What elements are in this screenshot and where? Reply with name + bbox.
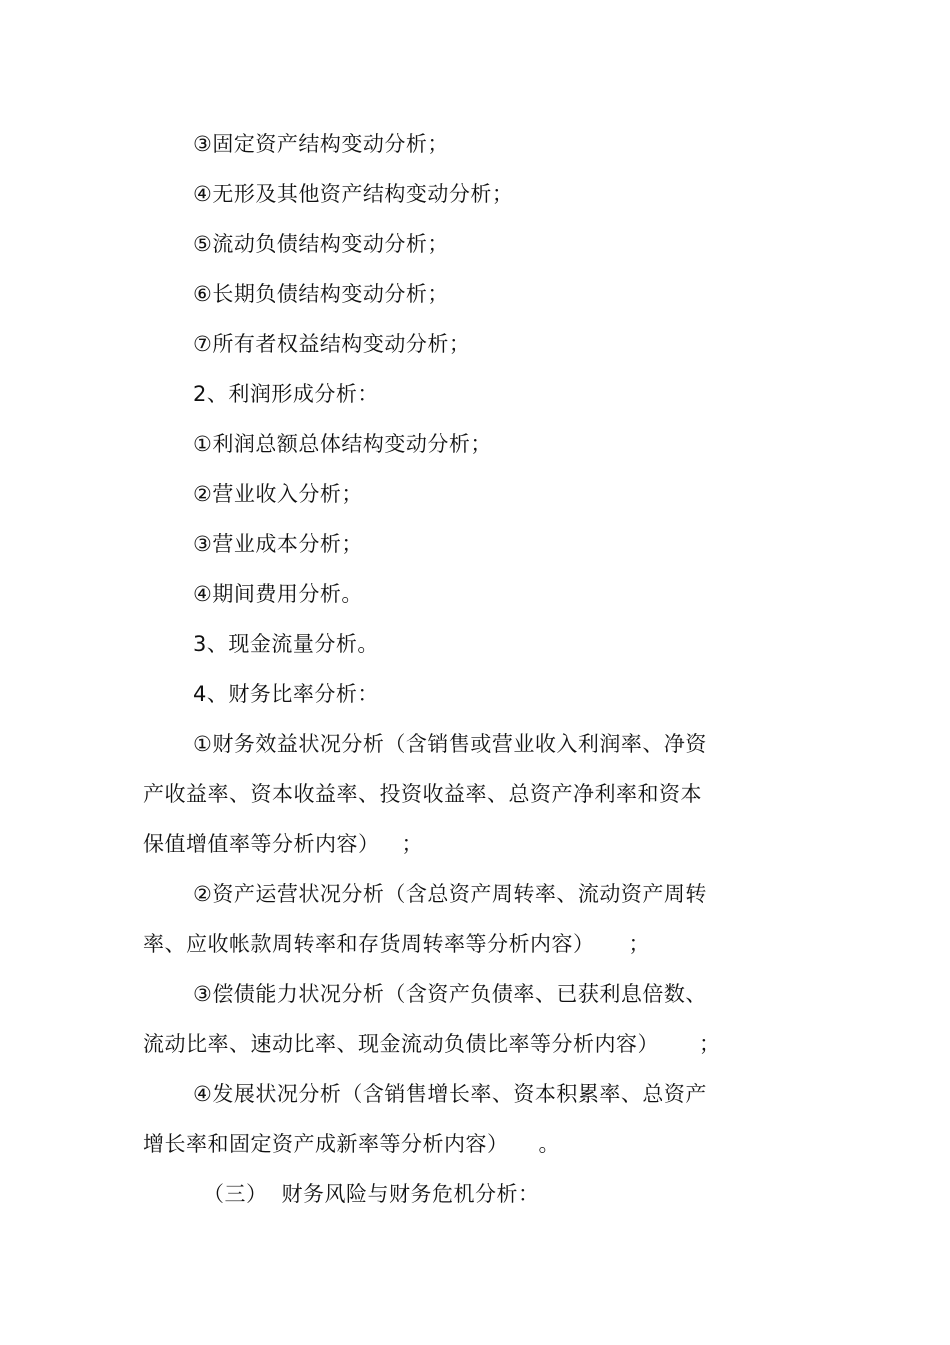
text-line: ⑦所有者权益结构变动分析；: [193, 332, 471, 356]
section-heading: 3、现金流量分析。: [193, 632, 379, 656]
paragraph-line: ②资产运营状况分析（含总资产周转率、流动资产周转: [193, 882, 707, 906]
section-heading: 4、财务比率分析：: [193, 682, 379, 706]
section-heading: 2、利润形成分析：: [193, 382, 379, 406]
text-line: ④期间费用分析。: [193, 582, 363, 606]
paragraph-line: [143, 930, 650, 958]
punctuation: ；: [401, 832, 423, 856]
text-line: ⑤流动负债结构变动分析；: [193, 232, 449, 256]
punctuation: 。: [538, 1132, 560, 1156]
text-line: ③营业成本分析；: [193, 532, 363, 556]
paragraph-text: 率、应收帐款周转率和存货周转率等分析内容）: [143, 932, 595, 956]
section-heading: [203, 1180, 540, 1208]
punctuation: ；: [628, 932, 650, 956]
paragraph-line: ④发展状况分析（含销售增长率、资本积累率、总资产: [193, 1082, 707, 1106]
paragraph-text: 流动比率、速动比率、现金流动负债比率等分析内容）: [143, 1032, 659, 1056]
paragraph-text: 保值增值率等分析内容）: [143, 832, 380, 856]
text-line: ④无形及其他资产结构变动分析；: [193, 182, 514, 206]
paragraph-line: [143, 830, 423, 858]
text-line: ③固定资产结构变动分析；: [193, 132, 449, 156]
paragraph-line: [143, 1130, 560, 1158]
section-number: （三）: [203, 1182, 268, 1206]
paragraph-text: 增长率和固定资产成新率等分析内容）: [143, 1132, 509, 1156]
paragraph-line: ③偿债能力状况分析（含资产负债率、已获利息倍数、: [193, 982, 707, 1006]
paragraph-line: [143, 1030, 721, 1058]
text-line: ②营业收入分析；: [193, 482, 363, 506]
paragraph-line: ①财务效益状况分析（含销售或营业收入利润率、净资: [193, 732, 707, 756]
text-line: ⑥长期负债结构变动分析；: [193, 282, 449, 306]
text-line: ①利润总额总体结构变动分析；: [193, 432, 492, 456]
paragraph-line: 产收益率、资本收益率、投资收益率、总资产净利率和资本: [143, 782, 702, 806]
punctuation: ；: [699, 1032, 721, 1056]
section-title: 财务风险与财务危机分析：: [281, 1182, 540, 1206]
